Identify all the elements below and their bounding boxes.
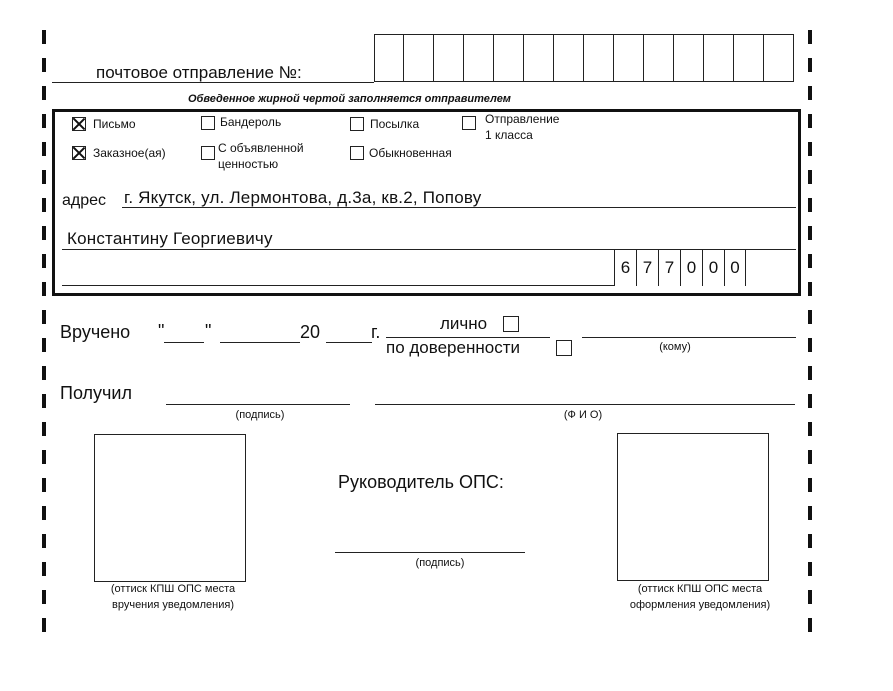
received-label: Получил <box>60 383 132 403</box>
parcel-label: Посылка <box>370 117 420 131</box>
stamp-left-caption-1: (оттиск КПШ ОПС места <box>110 583 236 595</box>
cut-line-left <box>42 30 46 640</box>
first-class-label-2: 1 класса <box>485 128 533 142</box>
head-label: Руководитель ОПС: <box>338 472 504 492</box>
zip-digit: 0 <box>724 250 746 286</box>
head-signature-field[interactable] <box>335 552 525 553</box>
to-whom-caption: (кому) <box>659 341 691 353</box>
letter-checkbox[interactable] <box>72 117 86 131</box>
year-suffix: г. <box>371 322 381 342</box>
zip-digit: 7 <box>658 250 680 286</box>
parcel-checkbox[interactable] <box>350 117 364 131</box>
registered-checkbox[interactable] <box>72 146 86 160</box>
year-field[interactable] <box>326 342 372 343</box>
fio-caption: (Ф И О) <box>563 409 603 421</box>
zip-digit: 0 <box>702 250 724 286</box>
postal-number-cells[interactable] <box>374 34 794 82</box>
by-proxy-label: по доверенности <box>386 338 520 357</box>
zip-code[interactable] <box>614 250 746 286</box>
stamp-box-right <box>617 433 769 581</box>
to-whom-field[interactable] <box>582 337 796 338</box>
ordinary-checkbox[interactable] <box>350 146 364 160</box>
zip-digit: 0 <box>680 250 702 286</box>
cut-line-right <box>808 30 812 640</box>
stamp-right-caption-2: оформления уведомления) <box>629 599 771 611</box>
zip-digit: 7 <box>636 250 658 286</box>
quote-close: " <box>205 321 212 341</box>
ordinary-label: Обыкновенная <box>369 146 452 160</box>
registered-label: Заказное(ая) <box>93 146 166 160</box>
header-underline <box>52 82 374 83</box>
signature-caption: (подпись) <box>235 409 285 421</box>
declared-value-label-1: С объявленной <box>218 141 304 155</box>
day-field[interactable] <box>164 342 204 343</box>
letter-label: Письмо <box>93 117 136 131</box>
year-prefix: 20 <box>300 322 321 342</box>
first-class-label-1: Отправление <box>485 112 560 126</box>
personally-label: лично <box>440 314 488 333</box>
delivered-label: Вручено <box>60 322 131 342</box>
personally-checkbox[interactable] <box>503 316 519 332</box>
head-signature-caption: (подпись) <box>415 557 465 569</box>
bold-frame-note: Обведенное жирной чертой заполняется отправителем <box>188 93 511 105</box>
quote-open: " <box>158 321 165 341</box>
address-underline-1 <box>122 207 796 208</box>
address-line-1[interactable]: г. Якутск, ул. Лермонтова, д.3а, кв.2, Попову <box>124 188 482 207</box>
received-signature-field[interactable] <box>166 404 350 405</box>
zip-digit: 6 <box>614 250 636 286</box>
stamp-left-caption-2: вручения уведомления) <box>112 599 234 611</box>
stamp-box-left <box>94 434 246 582</box>
parcel-small-checkbox[interactable] <box>201 116 215 130</box>
address-line-2[interactable]: Константину Георгиевичу <box>67 229 273 248</box>
parcel-small-label: Бандероль <box>220 115 282 129</box>
by-proxy-checkbox[interactable] <box>556 340 572 356</box>
declared-value-checkbox[interactable] <box>201 146 215 160</box>
fio-field[interactable] <box>375 404 795 405</box>
postal-item-label: почтовое отправление №: <box>96 63 302 82</box>
address-underline-3 <box>62 285 614 286</box>
stamp-right-caption-1: (оттиск КПШ ОПС места <box>637 583 763 595</box>
declared-value-label-2: ценностью <box>218 157 279 171</box>
first-class-checkbox[interactable] <box>462 116 476 130</box>
month-field[interactable] <box>220 342 300 343</box>
address-label: адрес <box>62 192 107 209</box>
